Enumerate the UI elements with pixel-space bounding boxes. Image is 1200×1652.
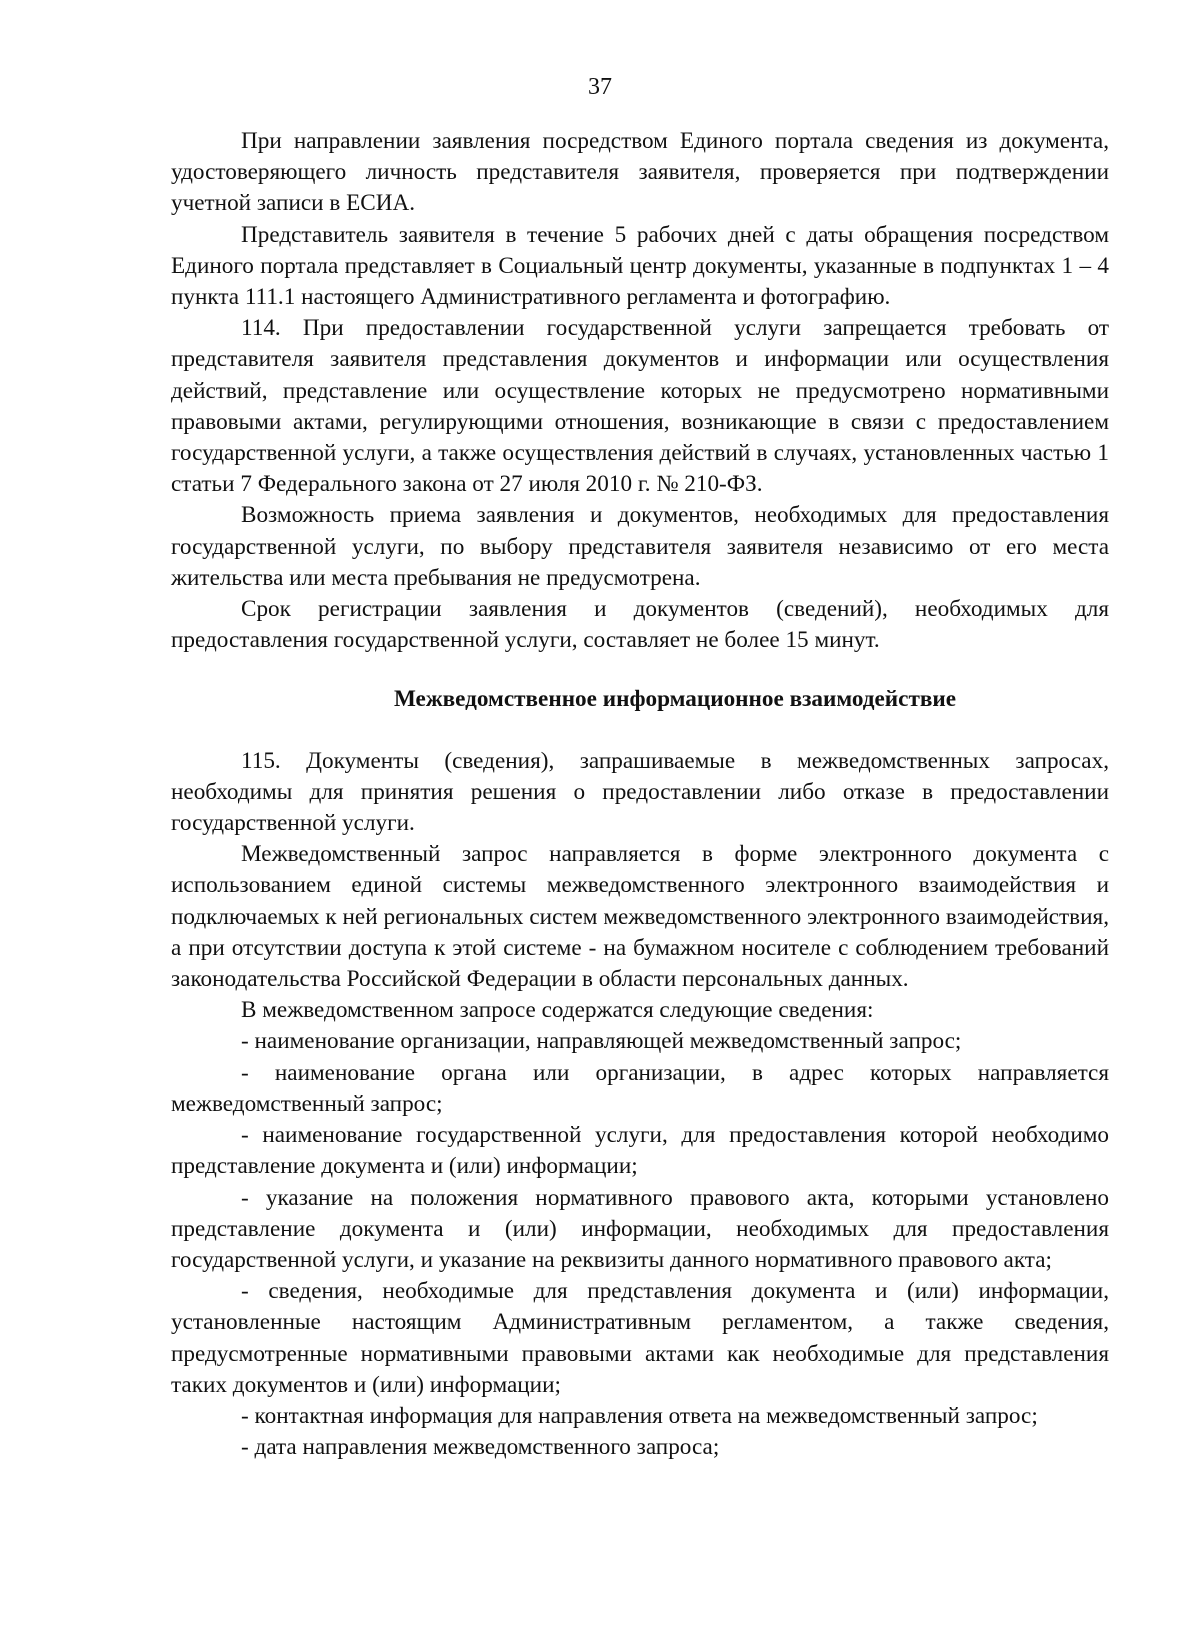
section-heading: Межведомственное информационное взаимодействие bbox=[393, 686, 957, 713]
document-body bbox=[171, 126, 1109, 1463]
paragraph-registration-time: Срок регистрации заявления и документов (сведений), необходимых для предоставления государственной услуги, составляет не более 15 минут. bbox=[171, 596, 1109, 654]
list-item-requesting-organization: - наименование организации, направляющей межведомственный запрос; bbox=[241, 1028, 962, 1055]
list-item-service-name: - наименование государственной услуги, для предоставления которой необходимо представление документа и (или) информации; bbox=[171, 1122, 1109, 1180]
list-item-legal-act: - указание на положения нормативного правового акта, которыми установлено представление документа и (или) информации, необходимых для предоставления государственной услуги, и указание на реквизиты данного нормативного правового акта; bbox=[171, 1184, 1109, 1273]
spacer bbox=[171, 716, 1109, 746]
paragraph-114-prohibitions: 114. При предоставлении государственной услуги запрещается требовать от представителя заявителя представления документов и информации или осуществления действий, представление или осуществление которых не предусмотрено нормативными правовыми актами, регулирующими отношения, возникающие в связи с предоставлением государственной услуги, а также осуществления действий в случаях, установленных частью 1 статьи 7 Федерального закона от 27 июля 2010 г. № 210-ФЗ. bbox=[171, 315, 1109, 498]
page-number: 37 bbox=[588, 74, 612, 100]
paragraph-esia-verification: При направлении заявления посредством Единого портала сведения из документа, удостоверяющего личность представителя заявителя, проверяется при подтверждении учетной записи в ЕСИА. bbox=[171, 128, 1109, 217]
paragraph-request-contents-intro: В межведомственном запросе содержатся следующие сведения: bbox=[241, 997, 874, 1024]
paragraph-extraterritorial: Возможность приема заявления и документов, необходимых для предоставления государственной услуги, по выбору представителя заявителя независимо от его места жительства или места пребывания не предусмотрена. bbox=[171, 502, 1109, 591]
paragraph-115-documents: 115. Документы (сведения), запрашиваемые в межведомственных запросах, необходимы для принятия решения о предоставлении либо отказе в предоставлении государственной услуги. bbox=[171, 747, 1109, 837]
list-item-contact-info: - контактная информация для направления ответа на межведомственный запрос; bbox=[241, 1402, 1038, 1429]
paragraph-representative-documents: Представитель заявителя в течение 5 рабочих дней с даты обращения посредством Единого портала представляет в Социальный центр документы, указанные в подпунктах 1 – 4 пункта 111.1 настоящего Административного регламента и фотографию. bbox=[171, 221, 1109, 311]
list-item-request-date: - дата направления межведомственного запроса; bbox=[241, 1434, 720, 1461]
list-item-required-information: - сведения, необходимые для представления документа и (или) информации, установленные настоящим Административным регламентом, а также сведения, предусмотренные нормативными правовыми актами как необходимые для представления таких документов и (или) информации; bbox=[171, 1278, 1109, 1398]
list-item-addressee: - наименование органа или организации, в адрес которых направляется межведомственный запрос; bbox=[171, 1059, 1109, 1117]
paragraph-interagency-request-form: Межведомственный запрос направляется в форме электронного документа с использованием единой системы межведомственного электронного взаимодействия и подключаемых к ней региональных систем межведомственного электронного взаимодействия, а при отсутствии доступа к этой системе - на бумажном носителе с соблюдением требований законодательства Российской Федерации в области персональных данных. bbox=[171, 841, 1109, 993]
spacer bbox=[171, 656, 1109, 684]
